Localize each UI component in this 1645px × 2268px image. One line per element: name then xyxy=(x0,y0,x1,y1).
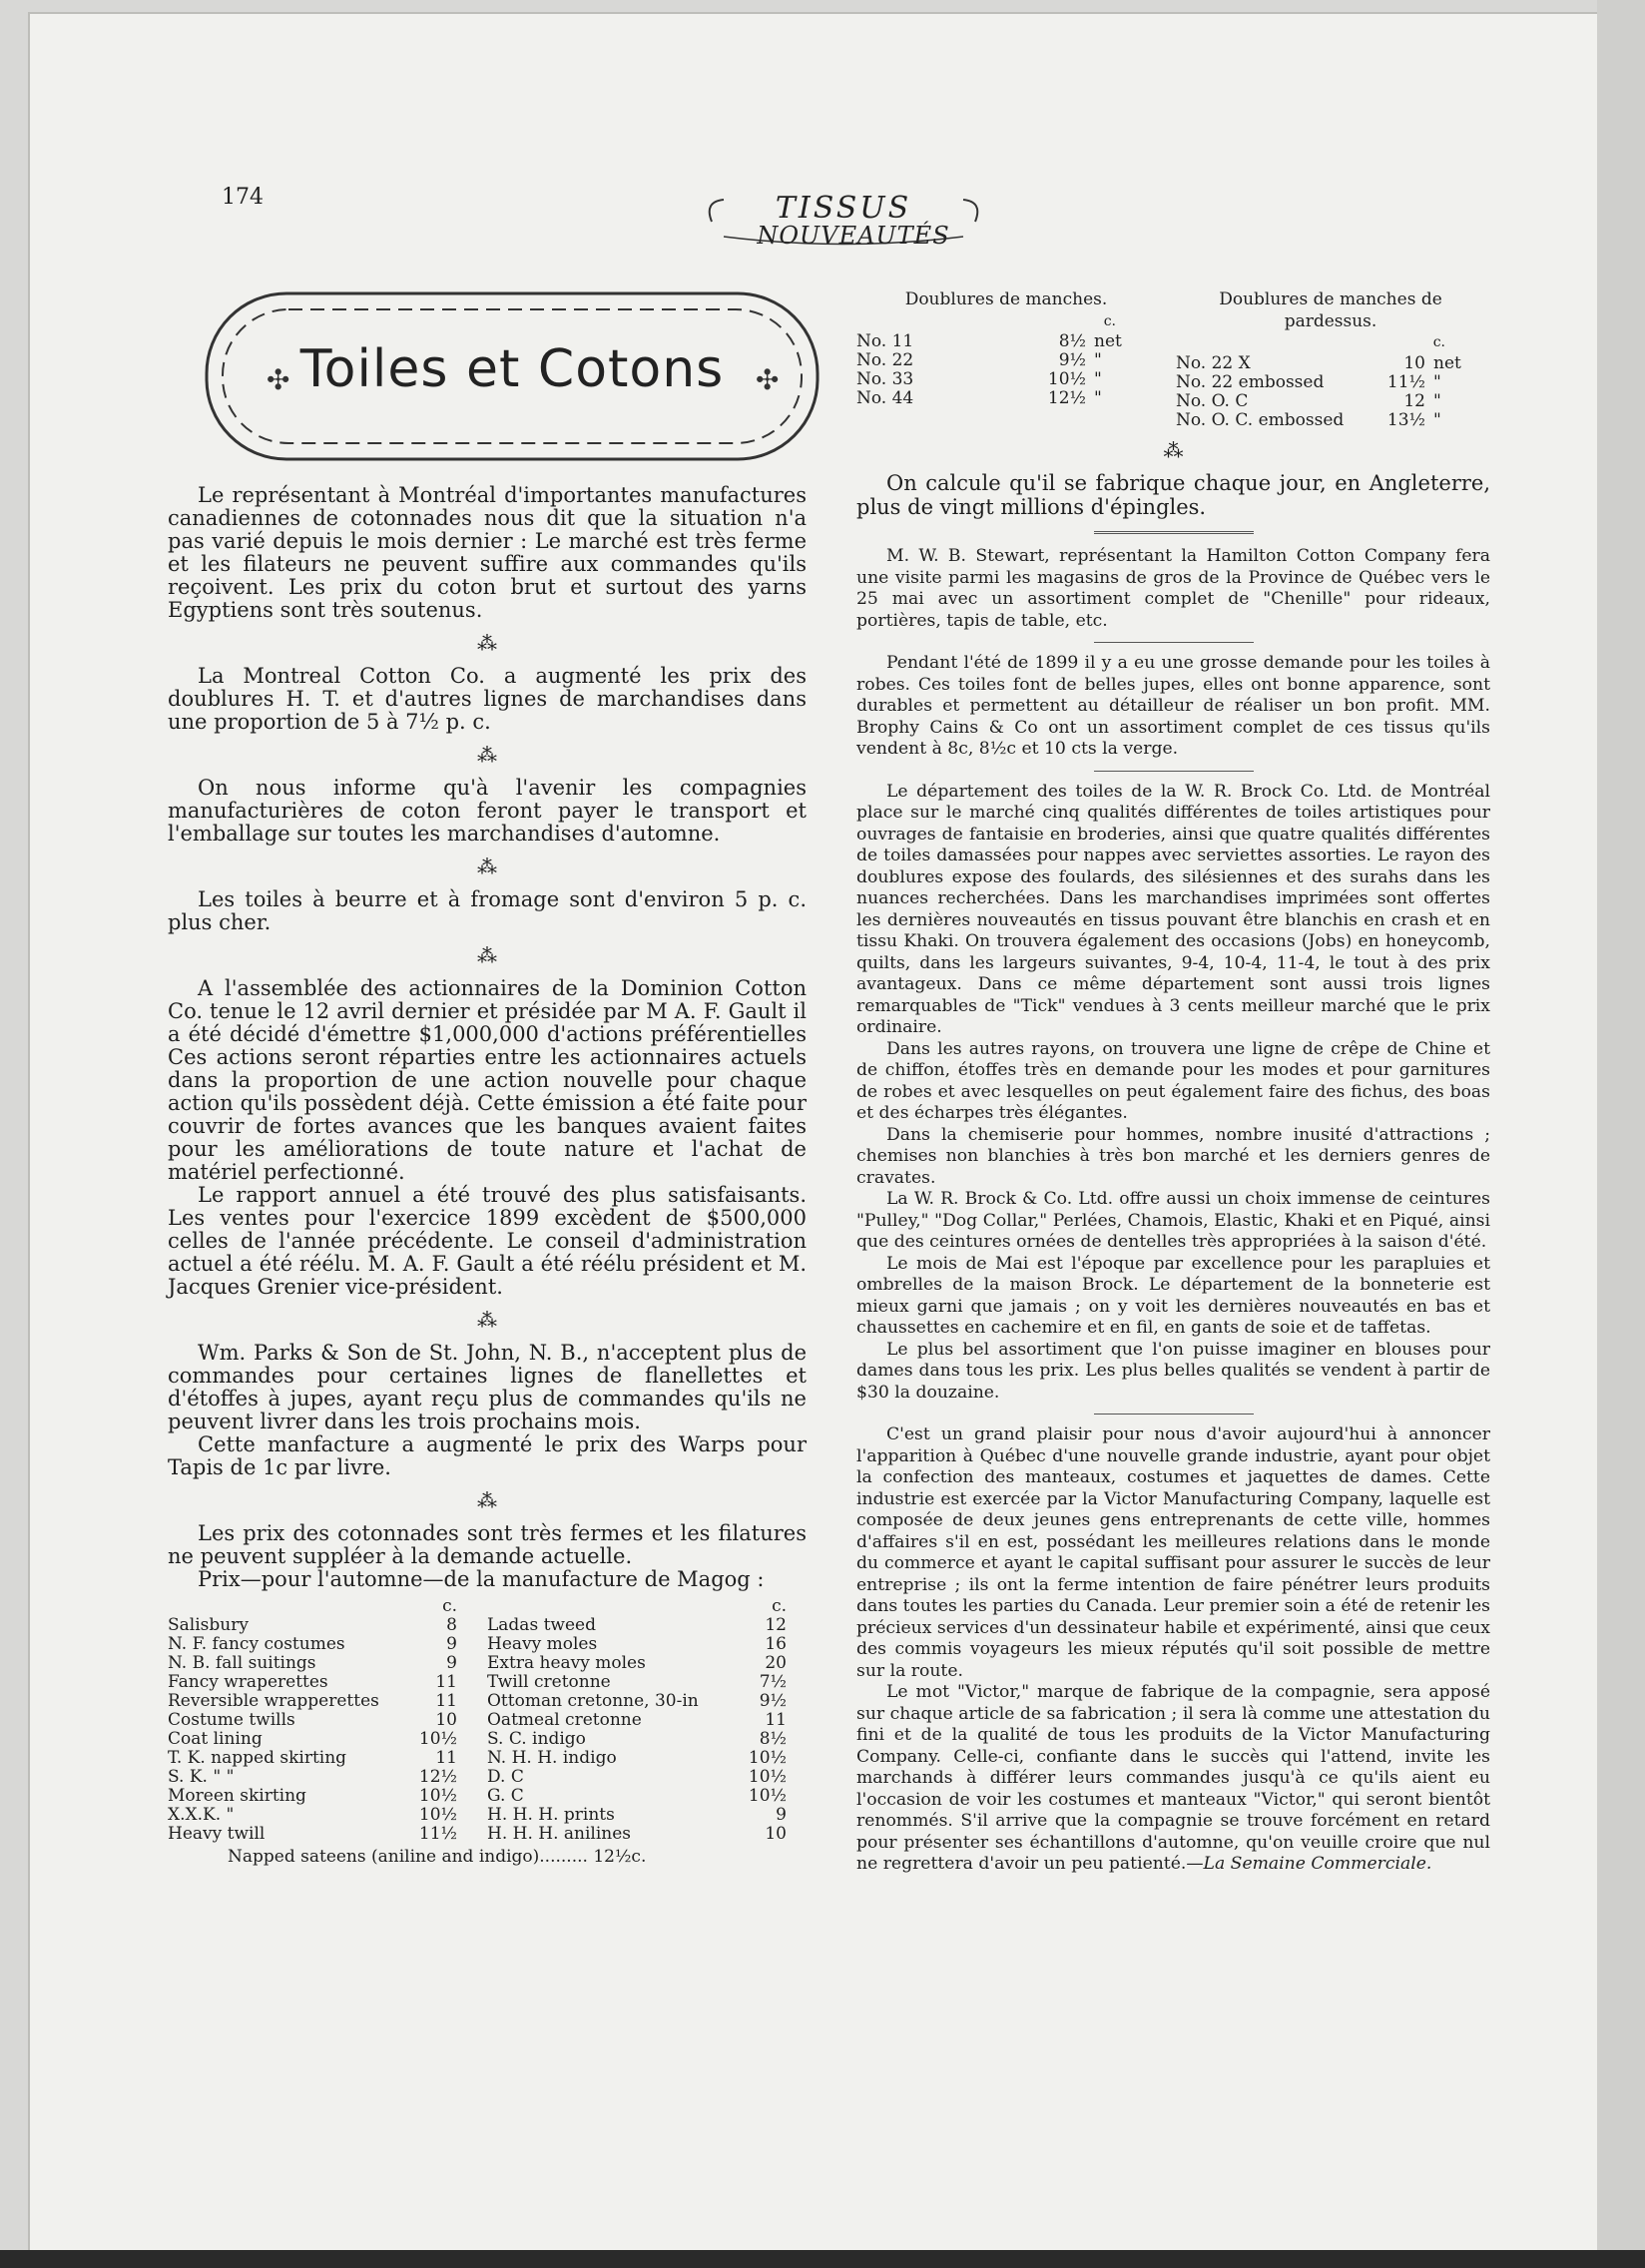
price-row xyxy=(487,1749,787,1768)
article-paragraph: Wm. Parks & Son de St. John, N. B., n'acceptent plus de commandes pour certaines lignes de flanellettes et d'étoffes à jupes, ayant reçu plus de commandes qu'ils ne peuvent livrer dans les trois prochains mois. xyxy=(168,1341,807,1433)
item-price: 10½ xyxy=(418,1729,457,1749)
section-title: Toiles et Cotons xyxy=(299,339,725,399)
item-price: 9½ xyxy=(1058,350,1086,370)
item-name: No. 22 xyxy=(856,350,914,370)
price-row xyxy=(487,1692,787,1711)
item-name: No. O. C. embossed xyxy=(1176,409,1345,430)
item-name: No. 44 xyxy=(856,388,914,408)
sleeve-heading: Doublures de manches. xyxy=(904,289,1108,309)
price-row xyxy=(168,1654,457,1673)
price-row xyxy=(168,1635,457,1654)
item-name: X.X.K. " xyxy=(168,1805,235,1825)
item-note: " xyxy=(1094,350,1102,370)
price-row xyxy=(487,1730,787,1749)
scan-edge xyxy=(1597,0,1645,2268)
unit-label: c. xyxy=(1103,312,1116,329)
item-name: Heavy moles xyxy=(487,1634,598,1654)
svg-text:NOUVEAUTÉS: NOUVEAUTÉS xyxy=(757,222,950,250)
item-name: Extra heavy moles xyxy=(487,1653,646,1673)
price-row xyxy=(1176,392,1461,411)
scan-edge-bottom xyxy=(0,2250,1645,2268)
separator-asterism: ⁂ xyxy=(477,743,497,767)
item-note: " xyxy=(1433,409,1441,430)
price-row xyxy=(168,1768,457,1787)
price-table-right xyxy=(487,1597,787,1844)
item-name: Salisbury xyxy=(168,1615,249,1635)
item-name: G. C xyxy=(487,1786,524,1806)
item-name: Heavy twill xyxy=(168,1824,266,1844)
article-paragraph: Le département des toiles de la W. R. Brock Co. Ltd. de Montréal place sur le marché cinq qualités différentes de toiles artistiques pour ouvrages de fantaisie en broderies, ainsi que quatre qualités différentes de toiles damassées pour nappes avec serviettes assorties. Le rayon des doublures expose des foulards, des silésiennes et des surahs dans les nuances recherchées. Dans les marchandises imprimées sont offertes les dernières nouveautés en tissus pouvant être blanchis en crash et en tissu Khaki. On trouvera également des occasions (Jobs) en honeycomb, quilts, dans les largeurs suivantes, 9-4, 10-4, 11-4, le tout à des prix avantageux. Dans ce même département sont aussi trois lignes remarquables de "Tick" vendues à 3 cents meilleur marché que le prix ordinaire. xyxy=(856,781,1490,1037)
sleeve-table-b xyxy=(1176,354,1461,430)
article-paragraph: La Montreal Cotton Co. a augmenté les prix des doublures H. T. et d'autres lignes de marchandises dans une proportion de 5 à 7½ p. c. xyxy=(168,664,807,734)
price-row xyxy=(487,1711,787,1730)
item-price: 10 xyxy=(1403,352,1425,373)
item-price: 12½ xyxy=(1047,388,1086,408)
svg-text:✣: ✣ xyxy=(756,363,780,396)
svg-text:✣: ✣ xyxy=(267,363,290,396)
item-name: Reversible wrapperettes xyxy=(168,1691,379,1711)
price-row xyxy=(1176,373,1461,392)
separator-asterism: ⁂ xyxy=(477,1488,497,1512)
unit-label: c. xyxy=(442,1596,457,1616)
price-row xyxy=(168,1730,457,1749)
item-price: 8½ xyxy=(759,1729,787,1749)
item-name: No. 22 embossed xyxy=(1176,371,1325,392)
article-paragraph: Dans les autres rayons, on trouvera une ligne de crêpe de Chine et de chiffon, étoffes très en demande pour les modes et pour garnitures de robes et avec lesquelles on peut également faire des fichus, des boas et des écharpes très élégantes. xyxy=(856,1038,1490,1123)
item-note: net xyxy=(1433,352,1461,373)
item-name: H. H. H. anilines xyxy=(487,1824,632,1844)
item-price: 10½ xyxy=(418,1786,457,1806)
item-name: No. 33 xyxy=(856,369,914,389)
section-title-frame xyxy=(197,282,827,471)
item-name: Fancy wraperettes xyxy=(168,1672,328,1692)
page-number: 174 xyxy=(222,185,264,210)
article-paragraph: Les prix des cotonnades sont très fermes et les filatures ne peuvent suppléer à la demande actuelle. xyxy=(168,1521,807,1568)
item-price: 10½ xyxy=(748,1786,787,1806)
article-paragraph: Dans la chemiserie pour hommes, nombre inusité d'attractions ; chemises non blanchies à très bon marché et les derniers genres de cravates. xyxy=(856,1124,1490,1188)
item-note: net xyxy=(1094,331,1122,351)
price-row xyxy=(487,1635,787,1654)
price-row xyxy=(487,1787,787,1806)
item-name: Moreen skirting xyxy=(168,1786,306,1806)
item-price: 8½ xyxy=(1058,331,1086,351)
item-price: 11½ xyxy=(1386,371,1425,392)
price-row xyxy=(856,332,1122,351)
article-paragraph: Cette manfacture a augmenté le prix des Warps pour Tapis de 1c par livre. xyxy=(168,1432,807,1479)
item-price: 9 xyxy=(446,1653,457,1673)
price-table-left xyxy=(168,1597,457,1844)
price-row xyxy=(168,1673,457,1692)
price-row xyxy=(487,1806,787,1825)
item-price: 11 xyxy=(435,1748,457,1768)
item-name: T. K. napped skirting xyxy=(168,1748,347,1768)
item-price: 10½ xyxy=(418,1805,457,1825)
item-price: 13½ xyxy=(1386,409,1425,430)
item-name: No. 22 X xyxy=(1176,352,1251,373)
price-row xyxy=(856,389,1122,408)
item-note: " xyxy=(1433,371,1441,392)
price-row xyxy=(487,1825,787,1844)
price-row xyxy=(487,1673,787,1692)
price-row xyxy=(856,351,1122,370)
item-price: 10½ xyxy=(748,1748,787,1768)
article-paragraph xyxy=(856,1682,1490,1876)
price-row xyxy=(1176,411,1461,430)
article-paragraph: Pendant l'été de 1899 il y a eu une grosse demande pour les toiles à robes. Ces toiles font de belles jupes, elles ont bonne apparence, sont durables et permettent au détailleur de réaliser un bon profit. MM. Brophy Cains & Co ont un assortiment complet de ces tissus qu'ils vendent à 8c, 8½c et 10 cts la verge. xyxy=(856,653,1490,759)
item-price: 11 xyxy=(435,1691,457,1711)
item-price: 20 xyxy=(765,1653,787,1673)
unit-label: c. xyxy=(1432,334,1445,350)
item-price: 10 xyxy=(435,1710,457,1730)
item-name: N. B. fall suitings xyxy=(168,1653,316,1673)
article-source: —La Semaine Commerciale. xyxy=(1186,1854,1432,1874)
item-name: N. F. fancy costumes xyxy=(168,1634,345,1654)
price-row xyxy=(168,1787,457,1806)
item-price: 11 xyxy=(435,1672,457,1692)
item-name: S. C. indigo xyxy=(487,1729,586,1749)
price-row xyxy=(168,1749,457,1768)
item-price: 11 xyxy=(765,1710,787,1730)
separator-asterism: ⁂ xyxy=(477,854,497,878)
item-name: Ottoman cretonne, 30-in xyxy=(487,1691,699,1711)
separator-asterism: ⁂ xyxy=(1163,437,1184,462)
item-note: " xyxy=(1433,390,1441,411)
article-paragraph: A l'assemblée des actionnaires de la Dominion Cotton Co. tenue le 12 avril dernier et présidée par M A. F. Gault il a été décidé d'émettre $1,000,000 d'actions préférentielles Ces actions seront réparties entre les actionnaires actuels dans la proportion de une action nouvelle pour chaque action qu'ils possèdent déjà. Cette émission a été faite pour couvrir de fortes avances que les banques avaient faites pour les améliorations de toute nature et l'achat de matériel perfectionné. xyxy=(168,976,807,1184)
item-price: 9 xyxy=(446,1634,457,1654)
sleeve-heading: Doublures de manches de pardessus. xyxy=(1219,289,1442,331)
item-name: Oatmeal cretonne xyxy=(487,1710,642,1730)
item-name: Ladas tweed xyxy=(487,1615,596,1635)
article-paragraph: Le mois de Mai est l'époque par excellence pour les parapluies et ombrelles de la maison Brock. Le département de la bonneterie est mieux garni que jamais ; on y voit les dernières nouveautés en bas et chaussettes en cachemire et en fil, en gants de soie et de taffetas. xyxy=(856,1253,1490,1338)
separator-rule xyxy=(1094,771,1254,772)
article-paragraph: On nous informe qu'à l'avenir les compagnies manufacturières de coton feront payer le transport et l'emballage sur toutes les marchandises d'automne. xyxy=(168,776,807,846)
price-row xyxy=(168,1825,457,1844)
article-paragraph: Prix—pour l'automne—de la manufacture de Magog : xyxy=(198,1567,765,1591)
price-row xyxy=(487,1654,787,1673)
price-row xyxy=(168,1711,457,1730)
item-price: 9½ xyxy=(759,1691,787,1711)
separator-rule xyxy=(1094,642,1254,643)
sleeve-lining-lists xyxy=(856,289,1490,430)
item-name: S. K. " " xyxy=(168,1767,235,1787)
left-column xyxy=(168,484,807,1869)
price-row xyxy=(1176,354,1461,373)
price-row xyxy=(856,370,1122,389)
article-paragraph: Le représentant à Montréal d'importantes manufactures canadiennes de cotonnades nous dit que la situation n'a pas varié depuis le mois dernier : Le marché est très ferme et les filateurs ne peuvent suffire aux commandes qu'ils reçoivent. Les prix du coton brut et surtout des yarns Egyptiens sont très soutenus. xyxy=(168,483,807,622)
article-paragraph: C'est un grand plaisir pour nous d'avoir aujourd'hui à annoncer l'apparition à Québec d'une nouvelle grande industrie, ayant pour objet la confection des manteaux, costumes et jaquettes de dames. Cette industrie est exercée par la Victor Manufacturing Company, laquelle est composée de deux jeunes gens entreprenants de cette ville, hommes d'affaires s'il en est, possédant les meilleures relations dans le monde du commerce et ayant le capital suffisant pour assurer le succès de leur entreprise ; ils ont la ferme intention de faire pénétrer leurs produits dans toutes les parties du Canada. Leur premier soin a été de retenir les précieux services d'un dessinateur habile et expérimenté, ainsi que ceux des commis voyageurs les mieux réputés qu'il soit possible de mettre sur la route. xyxy=(856,1424,1490,1681)
item-price: 10½ xyxy=(1047,369,1086,389)
article-paragraph: Le plus bel assortiment que l'on puisse imaginer en blouses pour dames dans tous les prix. Les plus belles qualités se vendent à partir de $30 la douzaine. xyxy=(856,1339,1490,1403)
item-price: 10½ xyxy=(748,1767,787,1787)
article-paragraph: La W. R. Brock & Co. Ltd. offre aussi un choix immense de ceintures "Pulley," "Dog Collar," Perlées, Chamois, Elastic, Khaki et en Piqué, ainsi que des ceintures ornées de dentelles très appropriées à la saison d'été. xyxy=(856,1189,1490,1252)
article-paragraph: Les toiles à beurre et à fromage sont d'environ 5 p. c. plus cher. xyxy=(168,887,807,934)
item-price: 16 xyxy=(765,1634,787,1654)
price-list xyxy=(168,1597,807,1844)
article-paragraph: On calcule qu'il se fabrique chaque jour, en Angleterre, plus de vingt millions d'épingles. xyxy=(856,471,1490,519)
item-name: N. H. H. indigo xyxy=(487,1748,617,1768)
item-price: 11½ xyxy=(418,1824,457,1844)
svg-text:TISSUS: TISSUS xyxy=(775,191,912,226)
sleeve-list-a xyxy=(856,289,1156,430)
item-name: No. 11 xyxy=(856,331,914,351)
separator-asterism: ⁂ xyxy=(477,943,497,967)
right-column xyxy=(856,289,1490,1876)
separator-rule xyxy=(1094,531,1254,534)
item-note: " xyxy=(1094,369,1102,389)
masthead-logo xyxy=(704,182,983,257)
price-row xyxy=(487,1768,787,1787)
item-price: 12 xyxy=(765,1615,787,1635)
item-price: 8 xyxy=(446,1615,457,1635)
article-text: Le mot "Victor," marque de fabrique de la compagnie, sera apposé sur chaque article de sa fabrication ; il sera là comme une attestation du fini et de la qualité de tous les produits de la Victor Manufacturing Company. Celle-ci, confiante dans le succès qui l'attend, invite les marchands à différer leurs commandes jusqu'à ce qu'ils aient eu l'occasion de voir les costumes et manteaux "Victor," qui seront bientôt renommés. S'il arrive que la compagnie se trouve forcément en retard pour présenter ses échantillons d'automne, qu'on veuille croire que nul ne regrettera d'avoir un peu patienté. xyxy=(856,1682,1490,1874)
napped-line: Napped sateens (aniline and indigo)......... 12½c. xyxy=(228,1847,647,1867)
item-price: 7½ xyxy=(759,1672,787,1692)
item-name: Twill cretonne xyxy=(487,1672,611,1692)
item-name: D. C xyxy=(487,1767,524,1787)
sleeve-table-a xyxy=(856,332,1122,408)
price-row xyxy=(168,1806,457,1825)
price-row xyxy=(168,1692,457,1711)
separator-asterism: ⁂ xyxy=(477,631,497,655)
item-price: 9 xyxy=(776,1805,787,1825)
item-price: 12 xyxy=(1403,390,1425,411)
item-price: 10 xyxy=(765,1824,787,1844)
article-paragraph: M. W. B. Stewart, représentant la Hamilton Cotton Company fera une visite parmi les magasins de gros de la Province de Québec vers le 25 mai avec un assortiment complet de "Chenille" pour rideaux, portières, tapis de table, etc. xyxy=(856,546,1490,631)
separator-rule xyxy=(1094,1414,1254,1415)
article-paragraph: Le rapport annuel a été trouvé des plus satisfaisants. Les ventes pour l'exercice 1899 excèdent de $500,000 celles de l'année précédente. Le conseil d'administration actuel a été réélu. M. A. F. Gault a été réélu président et M. Jacques Grenier vice-président. xyxy=(168,1183,807,1299)
price-row xyxy=(487,1616,787,1635)
sleeve-list-b xyxy=(1176,289,1485,430)
item-name: No. O. C xyxy=(1176,390,1249,411)
unit-label: c. xyxy=(772,1596,787,1616)
item-name: H. H. H. prints xyxy=(487,1805,615,1825)
item-name: Coat lining xyxy=(168,1729,263,1749)
item-note: " xyxy=(1094,388,1102,408)
item-name: Costume twills xyxy=(168,1710,295,1730)
item-price: 12½ xyxy=(418,1767,457,1787)
separator-asterism: ⁂ xyxy=(477,1308,497,1332)
price-row xyxy=(168,1616,457,1635)
